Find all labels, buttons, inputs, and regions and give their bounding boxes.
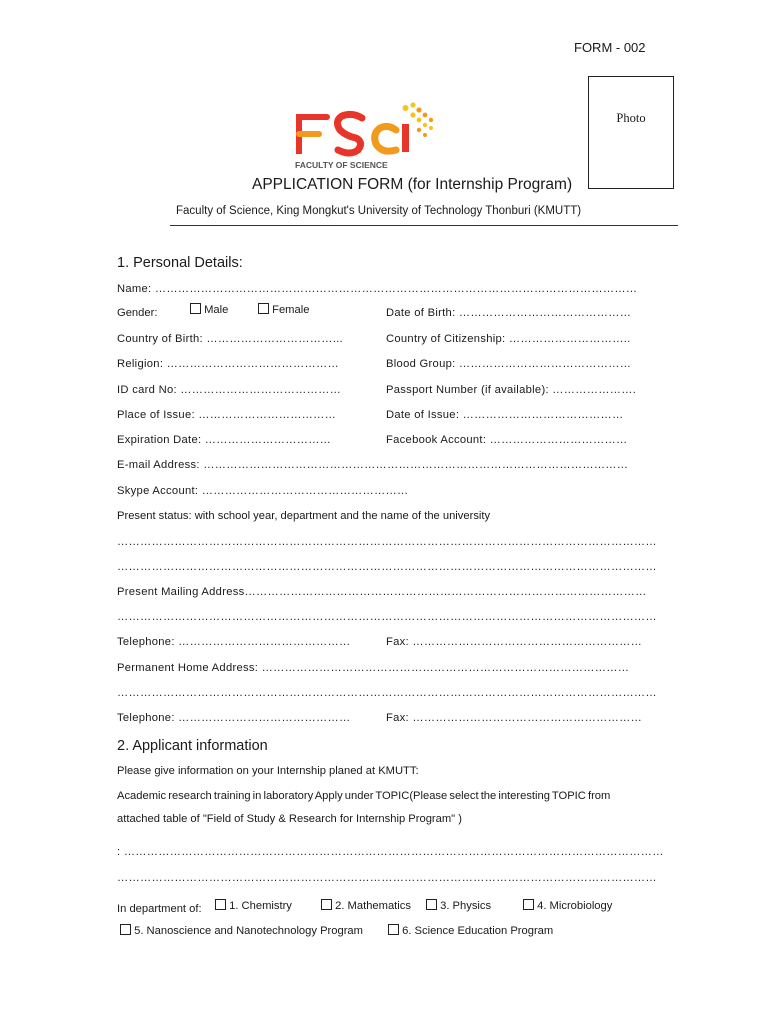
permanent-fax-field[interactable]: Fax: …………………………………………………… <box>386 712 643 724</box>
mailing-address-line-2[interactable]: …………………………………………………………………………………………………………………………… <box>117 611 657 623</box>
blood-group-field[interactable]: Blood Group: ……………………………………… <box>386 358 632 370</box>
topic-instruction-line-1: Academic research training in laboratory Apply under TOPIC(Please select the interesting TOPIC from <box>117 790 611 802</box>
form-code: FORM - 002 <box>574 40 646 55</box>
science-education-checkbox[interactable] <box>388 924 399 935</box>
header-divider <box>170 225 678 226</box>
skype-field[interactable]: Skype Account: ……………………………………………… <box>117 485 409 497</box>
mathematics-label: 2. Mathematics <box>335 900 411 912</box>
physics-label: 3. Physics <box>440 900 492 912</box>
telephone-field[interactable]: Telephone: ……………………………………… <box>117 636 351 648</box>
passport-field[interactable]: Passport Number (if available): …………………. <box>386 384 637 396</box>
topic-instruction-line-2: attached table of "Field of Study & Research for Internship Program" ) <box>117 813 462 825</box>
science-education-label: 6. Science Education Program <box>402 925 554 937</box>
fax-field[interactable]: Fax: …………………………………………………… <box>386 636 643 648</box>
religion-field[interactable]: Religion: ……………………………………… <box>117 358 339 370</box>
male-label: Male <box>204 304 229 316</box>
gender-female-option[interactable] <box>258 303 309 316</box>
female-label: Female <box>272 304 310 316</box>
present-status-label: Present status: with school year, department and the name of the university <box>117 510 491 522</box>
photo-box[interactable] <box>588 76 674 189</box>
mathematics-checkbox[interactable] <box>321 899 332 910</box>
female-checkbox[interactable] <box>258 303 269 314</box>
present-status-line-1[interactable]: …………………………………………………………………………………………………………………………… <box>117 536 657 548</box>
section2-heading: 2. Applicant information <box>117 738 268 754</box>
mailing-address-field[interactable]: Present Mailing Address…………………………………………………………………………………………… <box>117 586 647 598</box>
dept-science-education-option[interactable] <box>388 924 553 937</box>
dept-chemistry-option[interactable] <box>215 899 292 912</box>
date-of-issue-field[interactable]: Date of Issue: …………………………………… <box>386 409 624 421</box>
logo-caption: FACULTY OF SCIENCE <box>295 160 388 170</box>
country-citizenship-field[interactable]: Country of Citizenship: ………………………….. <box>386 333 631 345</box>
microbiology-label: 4. Microbiology <box>537 900 613 912</box>
dept-microbiology-option[interactable] <box>523 899 612 912</box>
present-status-line-2[interactable]: …………………………………………………………………………………………………………………………… <box>117 561 657 573</box>
microbiology-checkbox[interactable] <box>523 899 534 910</box>
dept-nanoscience-option[interactable] <box>120 924 363 937</box>
gender-male-option[interactable] <box>190 303 228 316</box>
expiration-date-field[interactable]: Expiration Date: …………………………… <box>117 434 332 446</box>
fsci-logo <box>292 98 442 172</box>
nanoscience-checkbox[interactable] <box>120 924 131 935</box>
place-of-issue-field[interactable]: Place of Issue: ……………………………… <box>117 409 337 421</box>
department-label: In department of: <box>117 903 202 915</box>
email-field[interactable]: E-mail Address: ………………………………………………………………………………………………… <box>117 459 629 471</box>
section1-heading: 1. Personal Details: <box>117 255 243 271</box>
form-subtitle: Faculty of Science, King Mongkut's University of Technology Thonburi (KMUTT) <box>176 205 582 217</box>
physics-checkbox[interactable] <box>426 899 437 910</box>
male-checkbox[interactable] <box>190 303 201 314</box>
chemistry-checkbox[interactable] <box>215 899 226 910</box>
name-field[interactable]: Name: ……………………………………………………………………………………………………………… <box>117 283 638 295</box>
topic-field[interactable]: : …………………………………………………………………………………………………………………………… <box>117 846 664 858</box>
id-card-field[interactable]: ID card No: …………………………………… <box>117 384 342 396</box>
gender-label: Gender: <box>117 307 158 319</box>
section2-intro: Please give information on your Internship planed at KMUTT: <box>117 765 419 777</box>
nanoscience-label: 5. Nanoscience and Nanotechnology Program <box>134 925 363 937</box>
dept-mathematics-option[interactable] <box>321 899 411 912</box>
permanent-address-line-2[interactable]: …………………………………………………………………………………………………………………………… <box>117 687 657 699</box>
facebook-field[interactable]: Facebook Account: ……………………………… <box>386 434 628 446</box>
photo-label: Photo <box>616 111 646 125</box>
chemistry-label: 1. Chemistry <box>229 900 292 912</box>
permanent-address-field[interactable]: Permanent Home Address: …………………………………………………………………………………… <box>117 662 630 674</box>
topic-field-line-2[interactable]: …………………………………………………………………………………………………………………………… <box>117 872 657 884</box>
dept-physics-option[interactable] <box>426 899 491 912</box>
form-title: APPLICATION FORM (for Internship Program) <box>252 176 573 193</box>
permanent-telephone-field[interactable]: Telephone: ……………………………………… <box>117 712 351 724</box>
dob-field[interactable]: Date of Birth: ……………………………………… <box>386 307 632 319</box>
country-birth-field[interactable]: Country of Birth: ……………………………... <box>117 333 343 345</box>
